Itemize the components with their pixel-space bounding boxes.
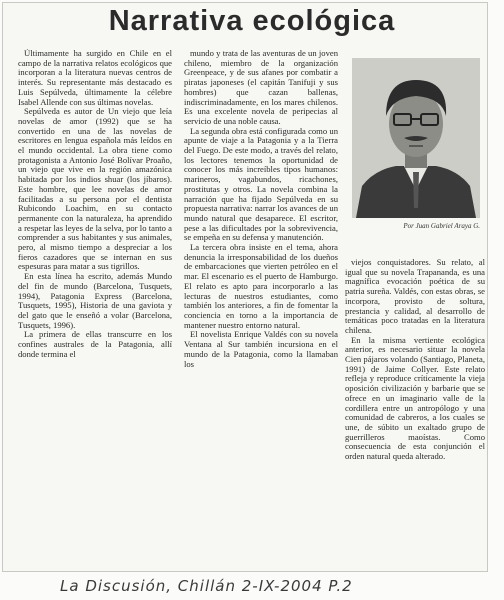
author-portrait-image bbox=[352, 58, 480, 218]
paragraph: El novelista Enrique Valdés con su novela Ventana al Sur también incursiona en el mundo de la Patagonia, como la llamaban los bbox=[184, 329, 338, 369]
article-column-2 bbox=[184, 49, 338, 554]
paragraph: En esta línea ha escrito, además Mundo del fin de mundo (Barcelona, Tusquets, 1994), Patagonia Express (Barcelona, Tusquets, 1995), Historia de una gaviota y del gato que le enseñó a volar (Barcelona, Tusquets, 1996). bbox=[18, 271, 172, 330]
handwritten-source-note: La Discusión, Chillán 2-IX-2004 P.2 bbox=[60, 577, 353, 595]
paragraph: La primera de ellas transcurre en los confines australes de la Patagonia, allí donde termina el bbox=[18, 329, 172, 359]
paragraph: La tercera obra insiste en el tema, ahora denuncia la irresponsabilidad de los dueños de embarcaciones que vierten petróleo en el mar. El escenario es el puerto de Hamburgo. El relato es apto para incorporarlo a las lecturas de nuestros estudiantes, como también los anteriores, a fin de fomentar la conciencia en torno a la importancia de mantener nuestro entorno natural. bbox=[184, 242, 338, 330]
paragraph: Sepúlveda es autor de Un viejo que leía novelas de amor (1992) que se ha convertido en una de las novelas de escritores en lengua española más leídos en el mundo occidental. La obra tiene como protagonista a Antonio José Bolívar Proaño, un viejo que vive en la región amazónica habitada por los indios shuar (los jíbaros). Este hombre, que lee novelas de amor facilitadas a su persona por el dentista Rubicondo Loachim, en su contacto permanente con la naturaleza, ha aprendido a respetar las leyes de la selva, por lo tanto a comprender a sus habitantes y sus animales, pero, al mismo tiempo a despreciar a los fieros cazadores que se internan en sus espesuras para matar a sus tigrillos. bbox=[18, 106, 172, 272]
article-column-1 bbox=[18, 49, 172, 554]
paragraph: Últimamente ha surgido en Chile en el campo de la narrativa relatos ecológicos que incorporan a la literatura nuevas centros de interés. Su representante más destacado es Luis Sepúlveda, últimamente la célebre Isabel Allende con sus últimas novelas. bbox=[18, 49, 172, 107]
paragraph: En la misma vertiente ecológica anterior, es necesario situar la novela Cien pájaros volando (Santiago, Planeta, 1991) de Jaime Collyer. Este relato refleja y reproduce críticamente la vieja oposición civilización y barbarie que se ofrece en un imaginario valle de la cordillera entre un antropólogo y una comunidad de cabreros, a los cuales se une, de súbito un exaltado grupo de guerrilleros maoístas. Como consecuencia de esta conjunción el orden natural queda alterado. bbox=[345, 334, 485, 462]
author-photo bbox=[352, 58, 480, 218]
paragraph: viejos conquistadores. Su relato, al igual que su novela Trapananda, es una magnífica evocación poética de su patria sureña. Valdés, con estas obras, se incorpora, provisto de soltura, prestancia y calidad, al desarrollo de temáticas poco tratadas en la literatura chilena. bbox=[345, 258, 485, 335]
photo-caption: Por Juan Gabriel Araya G. bbox=[403, 222, 480, 230]
paragraph: mundo y trata de las aventuras de un joven chileno, miembro de la organización Greenpeace, y de sus afanes por combatir a piratas japoneses (el capitán Tanifuji y sus hombres) que cazan ballenas, indiscriminadamente, en los mares chilenos. Es una excelente novela de peripecias al servicio de una noble causa. bbox=[184, 49, 338, 126]
article-title: Narrativa ecológica bbox=[108, 5, 396, 37]
paragraph: La segunda obra está configurada como un apunte de viaje a la Patagonia y a la Tierra del Fuego. De este modo, a través del relato, los lectores tenemos la oportunidad de conocer los más increíbles tipos humanos: marineros, vagabundos, ricachones, prostitutas y otros. La novela combina la narración que ha fijado Sepúlveda en su propuesta narrativa: narrar los avances de un mundo natural que desaparece. El escritor, pese a las dificultades por la sobrevivencia, se empeña en su defensa y manutención. bbox=[184, 125, 338, 243]
article-column-3 bbox=[345, 258, 485, 558]
